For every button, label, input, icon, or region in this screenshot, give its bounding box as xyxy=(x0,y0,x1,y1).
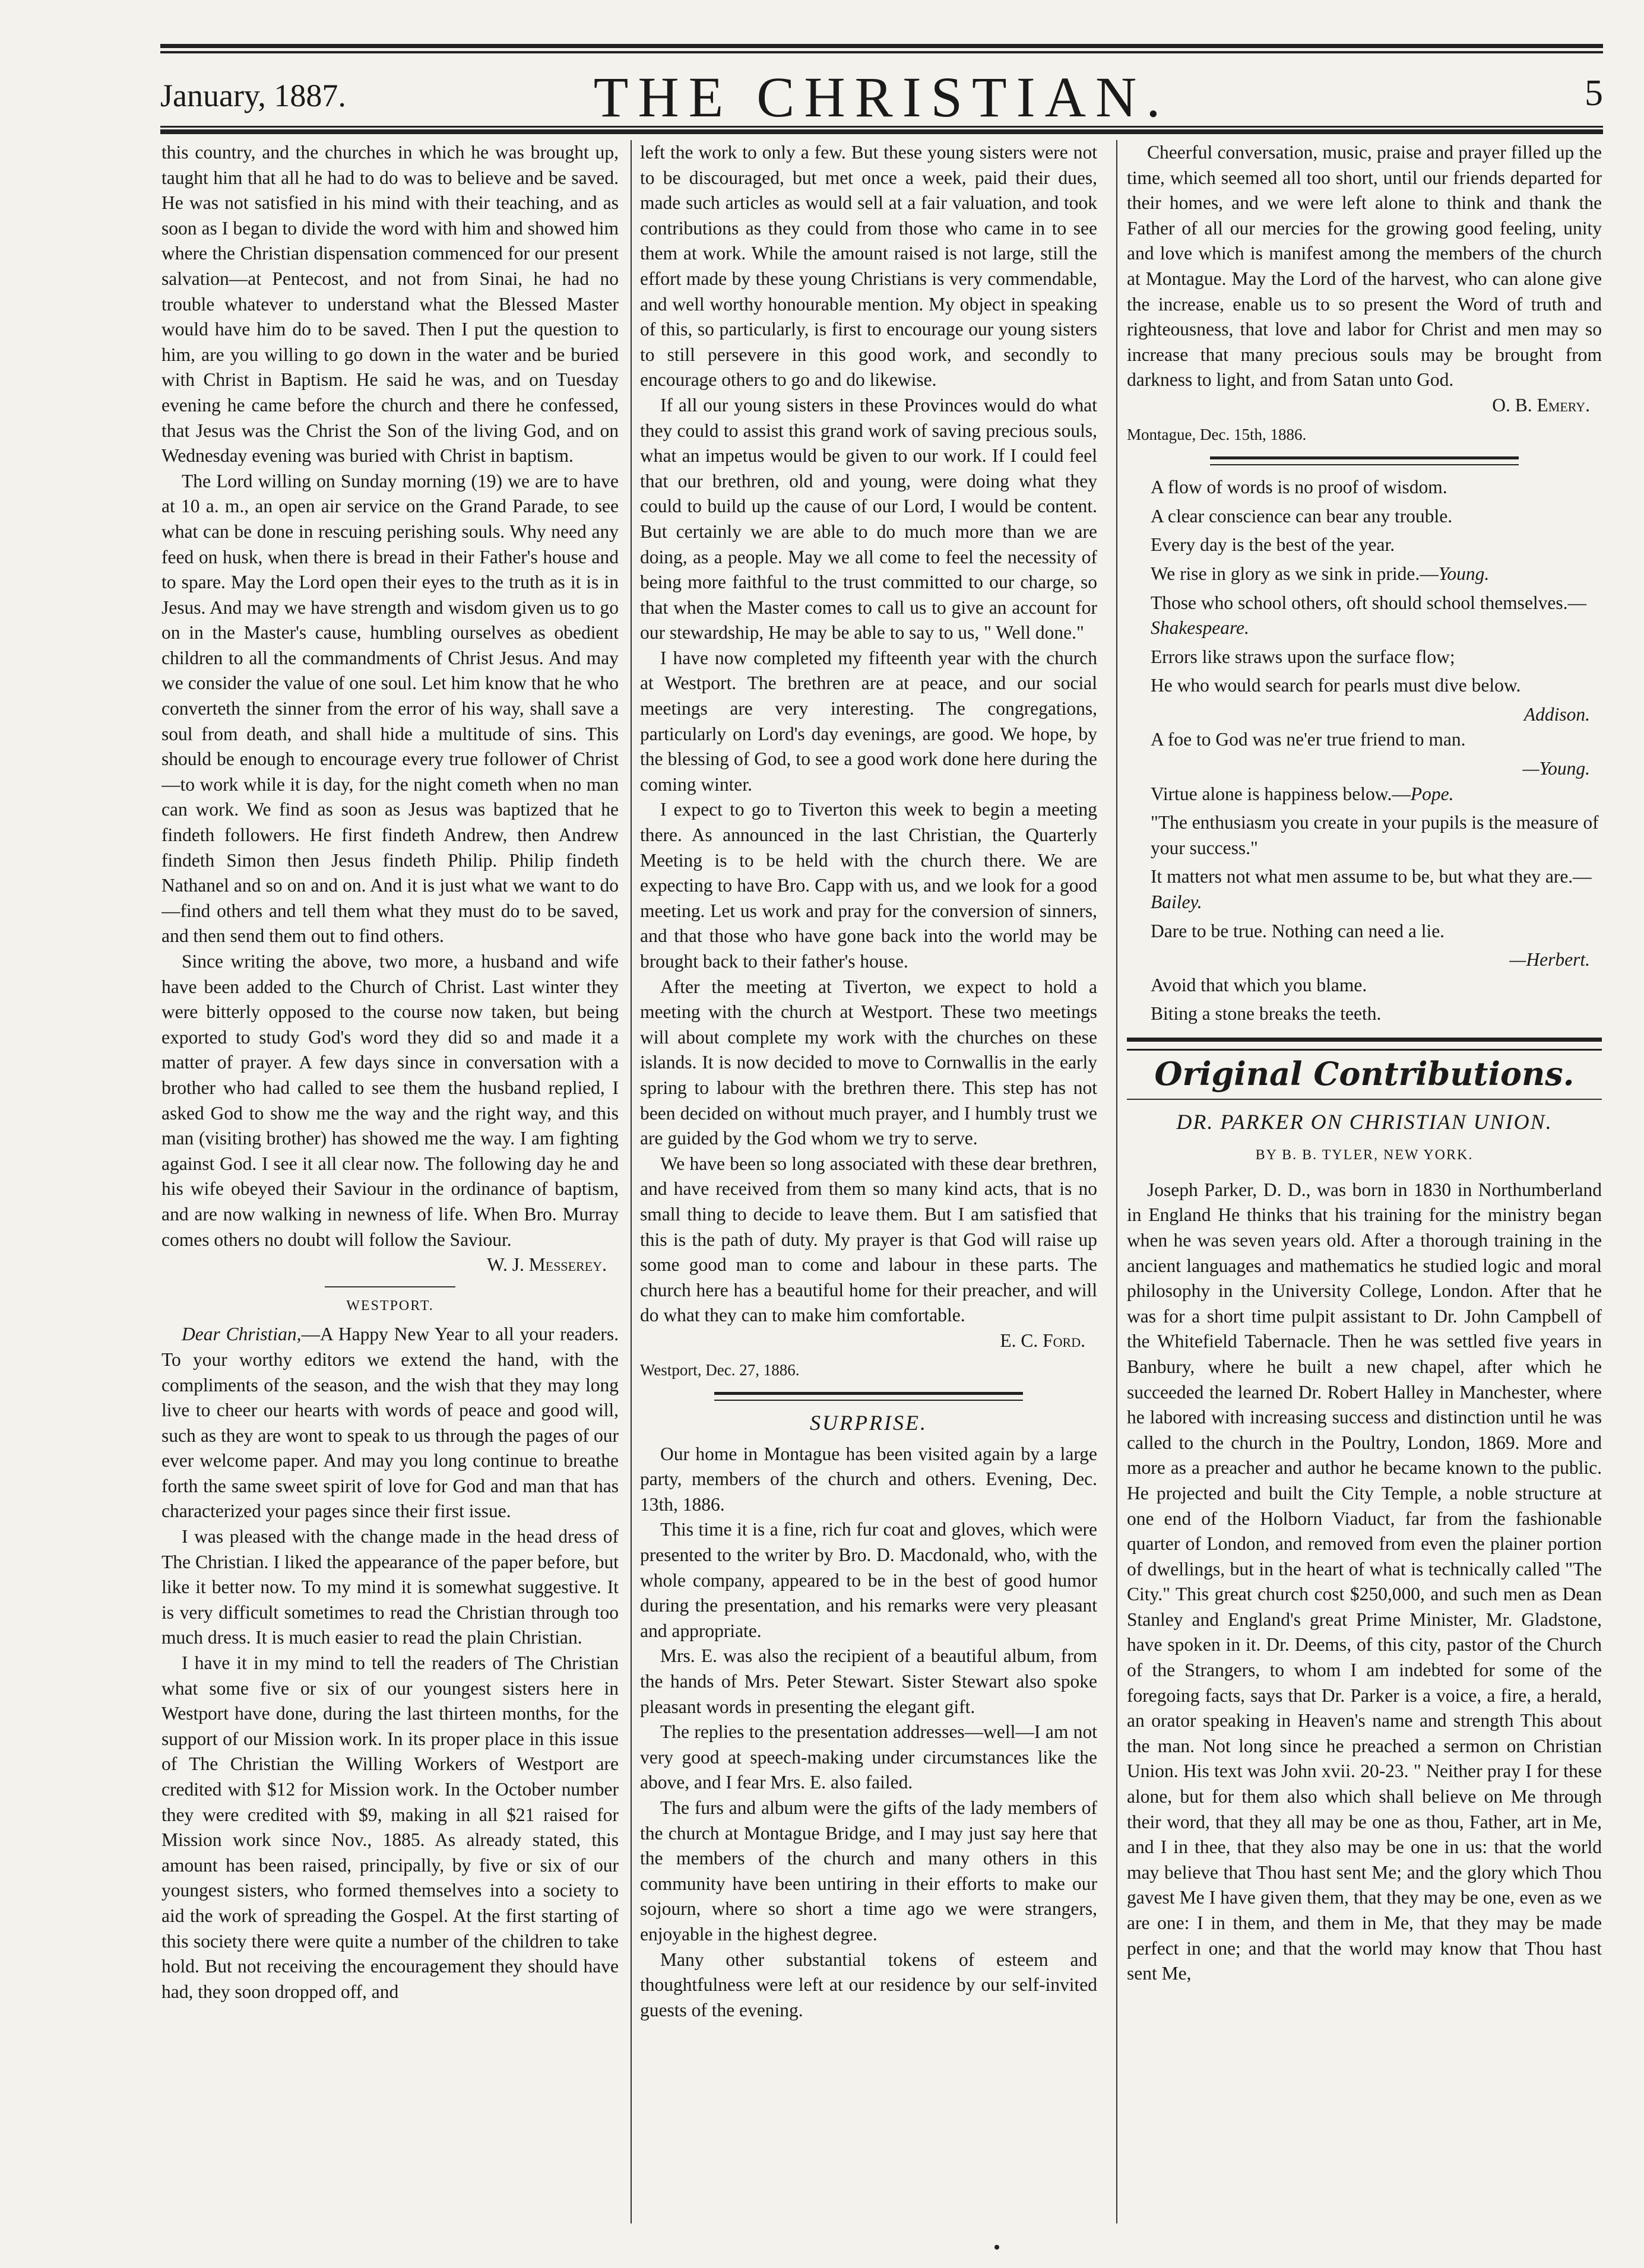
salutation: Dear Christian, xyxy=(182,1324,302,1345)
quote-author: Pope. xyxy=(1410,783,1454,804)
paragraph: The furs and album were the gifts of the lady members of the church at Montague Bridge, and I may just say here that the members of the church and many others in this community have been untiring in their efforts to make our sojourn, where so short a time ago we were strangers, enjoyable in the highest degree. xyxy=(640,1797,1097,1945)
paragraph: This time it is a fine, rich fur coat and gloves, which were presented to the writer by Bro. D. Macdonald, who, with the whole company, appeared to be in the best of good humor during the presentation, and his remarks were very pleasant and appropriate. xyxy=(640,1519,1097,1641)
separator-rule xyxy=(1127,1099,1602,1100)
paragraph: I have now completed my fifteenth year with the church at Westport. The brethren are at peace, and our social meetings are very interesting. The congregations, particularly on Lord's day evenings, are good. We hope, by the blessing of God, to see a good work done here during the coming winter. xyxy=(640,647,1097,795)
letter-paragraph: Dear Christian,—A Happy New Year to all your readers. To your worthy editors we extend the hand, with the compliments of the season, and the wish that they may long live to cheer our hearts with words of peace and good will, such as they are wont to speak to us through the pages of our ever welcome paper. And may you long continue to breathe forth the same sweet spirit of love for God and man that has characterized your pages since their first issue. xyxy=(161,1324,619,1522)
quotation: "The enthusiasm you create in your pupils is the measure of your success." xyxy=(1151,812,1599,858)
masthead xyxy=(160,64,1603,129)
paragraph: The Lord willing on Sunday morning (19) we are to have at 10 a. m., an open air service on the Grand Parade, to see what can be done in rescuing perishing souls. Why need any feed on husk, when there is bread in their Father's house and to spare. May the Lord open their eyes to the truth as it is in Jesus. And may we have strength and wisdom given us to go on in the Master's cause, humbling ourselves as obedient children to all the commandments of Christ Jesus. And may we consider the value of one soul. Let him know that he who converteth the sinner from the error of his way, shall save a soul from death, and shall hide a multitude of sins. This should be enough to encourage every true follower of Christ—to work while it is day, for the night cometh when no man can work. We find as soon as Jesus was baptized that he findeth followers. He first findeth Andrew, then Andrew findeth Simon then Jesus findeth Philip. Philip findeth Nathanel and so on and on. And it is just what we want to do—find others and tell them what they must do to be saved, and then send them out to find others. xyxy=(161,470,619,947)
page-number: 5 xyxy=(1585,73,1603,113)
column-divider xyxy=(1116,140,1117,2223)
newspaper-title: THE CHRISTIAN. xyxy=(593,65,1170,129)
section-heavy-rule xyxy=(1127,1038,1602,1051)
quotation: Errors like straws upon the surface flow; xyxy=(1151,646,1455,667)
article-byline: BY B. B. TYLER, NEW YORK. xyxy=(1255,1147,1474,1163)
separator-double-rule xyxy=(714,1392,1023,1401)
column-divider xyxy=(631,140,632,2223)
paragraph: The replies to the presentation addresses—well—I am not very good at speech-making under circumstances like the above, and I fear Mrs. E. also failed. xyxy=(640,1721,1097,1793)
quotation: We rise in glory as we sink in pride.—Young. xyxy=(1151,563,1490,584)
quotation: It matters not what men assume to be, but what they are.—Bailey. xyxy=(1151,866,1592,913)
quotation: Every day is the best of the year. xyxy=(1151,534,1395,556)
quotation: Virtue alone is happiness below.—Pope. xyxy=(1151,783,1454,804)
quote-author: Young. xyxy=(1438,563,1490,584)
quotation: A clear conscience can bear any trouble. xyxy=(1151,505,1453,526)
paragraph: left the work to only a few. But these young sisters were not to be discouraged, but met once a week, paid their dues, made such articles as would sell at a fair valuation, and took contributions as they could from those who came in to see them at work. While the amount raised is not large, still the effort made by these young Christians is very commendable, and well worthy honourable mention. My object in speaking of this, so particularly, is first to encourage our young sisters to still persevere in this good work, and secondly to encourage others to go and do likewise. xyxy=(640,142,1097,391)
article-title: DR. PARKER ON CHRISTIAN UNION. xyxy=(1176,1109,1553,1134)
separator-double-rule xyxy=(1210,456,1519,465)
paragraph: I have it in my mind to tell the readers of The Christian what some five or six of our youngest sisters here in Westport have done, during the last thirteen months, for the support of our Mission work. In its proper place in this issue of The Christian the Willing Workers of Westport are credited with $12 for Mission work. In the October number they were credited with $9, making in all $21 raised for Mission work since Nov., 1885. As already stated, this amount has been raised, principally, by five or six of our youngest sisters, who formed themselves into a society to aid the work of spreading the Gospel. At the first starting of this society there were quite a number of the children to take hold. But not receiving the encouragement they should have had, they soon dropped off, and xyxy=(161,1652,619,2002)
issue-date: January, 1887. xyxy=(160,78,346,113)
quotation: A flow of words is no proof of wisdom. xyxy=(1151,477,1447,498)
paragraph: I expect to go to Tiverton this week to begin a meeting there. As announced in the last Christian, the Quarterly Meeting is to be held with the church there. We are expecting to have Bro. Capp with us, and we look for a good meeting. Let us work and pray for the conversion of sinners, and that those who have gone back into the world may be brought back to their father's house. xyxy=(640,799,1097,972)
paragraph: We have been so long associated with these dear brethren, and have received from them so many kind acts, that is no small thing to decide to leave them. But I am satisfied that this is the path of duty. My prayer is that God will raise up some good man to come and labour in these parts. The church here has a beautiful home for their preacher, and will do what they can to make him comfortable. xyxy=(640,1153,1097,1326)
paragraph: Mrs. E. was also the recipient of a beautiful album, from the hands of Mrs. Peter Stewart. Sister Stewart also spoke pleasant words in presenting the elegant gift. xyxy=(640,1645,1097,1717)
paragraph: this country, and the churches in which he was brought up, taught him that all he had to do was to believe and be saved. He was not satisfied in his mind with their teaching, and as soon as I began to divide the word with him and showed him where the Christian dispensation commenced for our present salvation—at Pentecost, and not from Sinai, he had no trouble whatever to understand what the Blessed Master would have him do to be saved. Then I put the question to him, are you willing to go down in the water and be buried with Christ in Baptism. He said he was, and on Tuesday evening he came before the church and there he confessed, that Jesus was the Christ the Son of the living God, and on Wednesday evening was buried with Christ in baptism. xyxy=(161,142,619,467)
section-place-heading: WESTPORT. xyxy=(346,1298,434,1314)
surprise-heading: SURPRISE. xyxy=(810,1411,927,1435)
quotation: Dare to be true. Nothing can need a lie. xyxy=(1151,920,1445,941)
paragraph: Since writing the above, two more, a husband and wife have been added to the Church of Christ. Last winter they were bitterly opposed to the course now taken, but being exported to study God's word they did so and made it a matter of prayer. A few days since in conversation with a brother who had called to see them the husband replied, I asked God to show me the way and the right way, and this man (visiting brother) has showed me the way. I am fighting against God. I see it all clear now. The following day he and his wife obeyed their Saviour in the ordinance of baptism, and are now walking in newness of life. When Bro. Murray comes others no doubt will follow the Saviour. xyxy=(161,951,619,1250)
quote-author: Shakespeare. xyxy=(1151,617,1249,639)
paragraph: Our home in Montague has been visited again by a large party, members of the church and others. Evening, Dec. 13th, 1886. xyxy=(640,1443,1097,1515)
quote-author: Addison. xyxy=(1523,703,1590,725)
column-3 xyxy=(1127,140,1602,2235)
page-mark xyxy=(994,2245,999,2250)
quotations-block xyxy=(1127,475,1602,1027)
signature: O. B. Emery. xyxy=(1492,394,1590,415)
separator-rule xyxy=(325,1286,455,1287)
top-double-rule xyxy=(160,44,1603,53)
paragraph: After the meeting at Tiverton, we expect to hold a meeting with the church at Westport. These two meetings will about complete my work with the churches on these islands. It is now decided to move to Cornwallis in the early spring to labour with the brethren there. This step has not been decided on without much prayer, and I humbly trust we are guided by the God whom we try to serve. xyxy=(640,976,1097,1149)
signature: E. C. Ford. xyxy=(1000,1330,1085,1351)
masthead-rule xyxy=(160,126,1603,134)
quotation: Avoid that which you blame. xyxy=(1151,974,1367,995)
quotation: A foe to God was ne'er true friend to man. xyxy=(1151,729,1466,750)
paragraph: Cheerful conversation, music, praise and prayer filled up the time, which seemed all too short, until our friends departed for their homes, and we were left alone to think and thank the Father of all our mercies for the growing good feeling, unity and love which is manifest among the members of the church at Montague. May the Lord of the harvest, who can alone give the increase, enable us to so present the Word of truth and righteousness, that love and labor for Christ and men may so increase that many precious souls may be brought from darkness to light, and from Satan unto God. xyxy=(1127,142,1602,391)
signature: W. J. Messerey. xyxy=(487,1254,607,1276)
paragraph: Many other substantial tokens of esteem and thoughtfulness were left at our residence by our self-invited guests of the evening. xyxy=(640,1949,1097,2020)
paragraph: If all our young sisters in these Provinces would do what they could to assist this grand work of saving precious souls, what an impetus would be given to our work. If I could feel that our brethren, old and young, were doing what they could to build up the cause of our Lord, I would be content. But certainly we are able to do much more than we are doing, as a people. May we all come to feel the necessity of being more faithful to the trust committed to our charge, so that when the Master comes to call us to give an account for our stewardship, He may be able to say to us, " Well done." xyxy=(640,394,1097,643)
column-2 xyxy=(640,140,1097,2235)
dateline: Westport, Dec. 27, 1886. xyxy=(640,1360,800,1379)
dateline: Montague, Dec. 15th, 1886. xyxy=(1127,425,1307,443)
paragraph: Joseph Parker, D. D., was born in 1830 in Northumberland in England He thinks that his training for the ministry began when he was seven years old. After a thorough training in the ancient languages and mathematics he studied logic and moral philosophy in the University College, London. After that he was for a short time pulpit assistant to Dr. John Campbell of the Whitefield Tabernacle. Then he was settled five years in Banbury, where he built a new chapel, after which he succeeded the learned Dr. Robert Halley in Manchester, where he labored with increasing success and distinction until he was called to the church in the Poultry, London, 1869. More and more as a preacher and author he became known to the public. He projected and built the City Temple, a noble structure at one end of the Holborn Viaduct, far from the fashionable quarter of London, and removed from even the plainer portion of dwellings, but in the heart of what is technically called "The City." This great church cost $250,000, and such men as Dean Stanley and England's great Prime Minister, Mr. Gladstone, have spoken in it. Dr. Deems, of this city, pastor of the Church of the Strangers, to whom I am indebted for some of the foregoing facts, says that Dr. Parker is a voice, a fire, a herald, an orator speaking in Heaven's name and strength This about the man. Not long since he preached a sermon on Christian Union. His text was John xvii. 20-23. " Neither pray I for these alone, but for them also which shall believe on Me through their word, that they all may be one as thou, Father, art in Me, and I in thee, that they also may be one in us: that the world may believe that Thou hast sent Me; and the glory which Thou gavest Me I have given them, that they may be one, even as we are one: I in them, and them in Me, that they may be made perfect in one; and that the world may know that Thou hast sent Me, xyxy=(1127,1179,1602,1984)
quote-author: —Herbert. xyxy=(1509,949,1590,970)
quotation: Those who school others, oft should school themselves.—Shakespeare. xyxy=(1151,592,1587,639)
original-contributions-heading: Original Contributions. xyxy=(1154,1055,1575,1093)
quote-author: Bailey. xyxy=(1151,892,1202,913)
quotation: Biting a stone breaks the teeth. xyxy=(1151,1003,1382,1024)
quotation: He who would search for pearls must dive below. xyxy=(1151,675,1521,696)
column-1 xyxy=(161,140,619,2235)
quote-author: —Young. xyxy=(1522,758,1590,779)
paragraph: I was pleased with the change made in the head dress of The Christian. I liked the appearance of the paper before, but like it better now. To my mind it is somewhat suggestive. It is very difficult sometimes to read the Christian through too much dress. It is much easier to read the plain Christian. xyxy=(161,1526,619,1648)
